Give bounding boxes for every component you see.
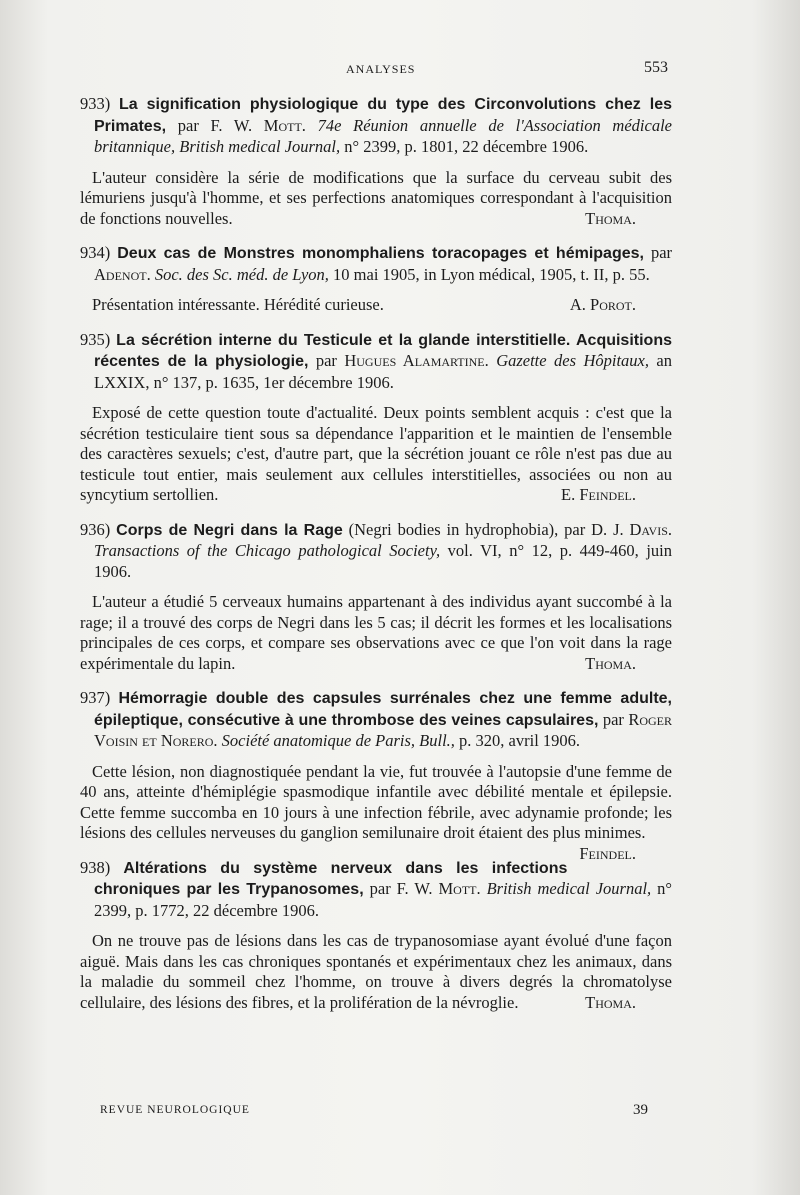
entry-author: D. J. Davis. [591, 519, 672, 539]
entry-938 [80, 858, 672, 1014]
entry-937 [80, 688, 672, 863]
entry-abstract [80, 931, 672, 1013]
entry-source: British medical Journal, [480, 879, 652, 898]
entry-details: n° 2399, p. 1801, 22 décembre 1906. [340, 137, 589, 156]
entry-details: 10 mai 1905, in Lyon médical, 1905, t. II, p. 55. [328, 264, 650, 284]
entry-reference [80, 858, 672, 922]
entry-signature: Thoma. [585, 208, 636, 228]
journal-name: REVUE NEUROLOGIQUE [100, 1104, 250, 1116]
entry-abstract-text: L'auteur a étudié 5 cerveaux humains appartenant à des individus ayant succombé à la rage; il a trouvé des corps de Negri dans les 5 cas; il décrit les formes et les localisations principales de ces corps, et compare ses observations avec ce que l'on voit dans la rage expérimentale du lapin. [80, 592, 672, 673]
entry-by: par [643, 243, 673, 262]
entry-number: 937) [80, 688, 111, 707]
entry-number: 933) [80, 94, 111, 113]
entry-935 [80, 330, 672, 506]
entry-reference [80, 330, 672, 394]
entry-933 [80, 94, 672, 229]
entry-title: Altérations du système nerveux dans les infections chroniques par les Trypanosomes, [94, 859, 568, 898]
entry-abstract-text: Cette lésion, non diagnostiquée pendant la vie, fut trouvée à l'autopsie d'une femme de 40 ans, atteinte d'hémiplégie spasmodique infantile avec débilité mentale et épilepsie. Cette femme succomba en 10 jours à une infection fébrile, avec adynamie profonde; les lésions des cellules nerveuses du ganglion semilunaire droit étaient des plus minimes. [80, 761, 672, 842]
page-number: 553 [644, 59, 668, 76]
entry-934 [80, 243, 672, 316]
entry-source: Transactions of the Chicago pathological Society, [94, 541, 441, 560]
entry-number: 935) [80, 329, 111, 349]
entry-source: Soc. des Sc. méd. de Lyon, [150, 264, 329, 284]
entry-title: Deux cas de Monstres monomphaliens toracopages et hémipages, [117, 245, 644, 262]
entry-abstract-text: Présentation intéressante. Hérédité curieuse. [92, 295, 384, 314]
entry-reference [80, 520, 672, 583]
entry-signature: Thoma. [585, 992, 636, 1012]
entry-signature: A. Porot. [569, 295, 636, 314]
entry-author: F. W. Mott. [396, 879, 481, 898]
entry-abstract-text: Exposé de cette question toute d'actualité. Deux points semblent acquis : c'est que la sécrétion testiculaire tient sous sa dépendance l'apparition et le maintien de l'ensemble des caractères sexuels; c'est, d'autre part, que la sécrétion jouant ce rôle n'est pas due au testicule tout entier, mais seulement aux cellules interstitielles, associées ou non au syncytium sertollien. [80, 403, 672, 504]
entry-by: (Negri bodies in hydrophobia), par [342, 519, 592, 539]
entry-details: an LXXIX, n° 137, p. 1635, 1er décembre 1906. [94, 351, 672, 392]
entry-abstract [80, 403, 672, 506]
entry-author: F. W. Mott. [210, 115, 306, 135]
page-footer [100, 1104, 648, 1116]
entry-by: par [166, 115, 211, 135]
entry-title: La sécrétion interne du Testicule et la glande interstitielle. Acquisitions récentes de la physiologie, [94, 331, 672, 370]
signature-number: 39 [633, 1102, 648, 1118]
entry-reference [80, 94, 672, 158]
entry-source: Société anatomique de Paris, Bull., [217, 731, 455, 750]
entry-title: Corps de Negri dans la Rage [116, 521, 343, 539]
entry-reference [80, 688, 672, 752]
entry-signature: Feindel. [579, 843, 636, 863]
entry-title: Hémorragie double des capsules surrénales chez une femme adulte, épileptique, consécutive à une thrombose des veines capsulaires, [94, 690, 672, 729]
entry-936 [80, 520, 672, 675]
entry-by: par [598, 709, 629, 729]
entry-abstract [80, 592, 672, 674]
entry-details: vol. VI, n° 12, p. 449-460, juin 1906. [94, 541, 672, 581]
entry-by: par [308, 351, 345, 370]
entry-title: La signification physiologique du type des Circonvolutions chez les Primates, [94, 96, 673, 135]
entry-number: 936) [80, 519, 111, 539]
entry-number: 934) [80, 243, 111, 262]
entry-abstract-text: L'auteur considère la série de modifications que la surface du cerveau subit des lémuriens jusqu'à l'homme, et ses perfections anatomiques correspondant à l'acquisition de fonctions nouvelles. [80, 167, 672, 228]
entry-by: par [363, 879, 397, 898]
analyses-list [80, 94, 672, 1027]
entry-abstract [80, 168, 672, 230]
entry-author: Roger Voisin et Norero. [94, 709, 672, 750]
entry-source: 74e Réunion annuelle de l'Association médicale britannique, British medical Journal, [94, 115, 672, 156]
entry-reference [80, 243, 672, 285]
entry-signature: E. Feindel. [561, 485, 636, 504]
entry-author: Adenot. [94, 264, 151, 284]
entry-signature: Thoma. [585, 653, 636, 673]
running-head-title: ANALYSES [346, 62, 416, 76]
entry-source: Gazette des Hôpitaux, [488, 351, 649, 370]
entry-abstract [80, 295, 672, 316]
entry-details: n° 2399, p. 1772, 22 décembre 1906. [94, 879, 672, 920]
entry-details: p. 320, avril 1906. [454, 731, 581, 750]
entry-author: Hugues Alamartine. [344, 351, 489, 370]
entry-number: 938) [80, 857, 111, 877]
entry-abstract [80, 761, 672, 863]
entry-abstract-text: On ne trouve pas de lésions dans les cas de trypanosomiase ayant évolué d'une façon aiguë. Mais dans les cas chroniques spontanés et expérimentaux chez les animaux, dans la maladie du sommeil chez l'homme, on trouve à divers degrés la chromatolyse cellulaire, des lésions des fibres, et la prolifération de la névroglie. [80, 931, 672, 1012]
